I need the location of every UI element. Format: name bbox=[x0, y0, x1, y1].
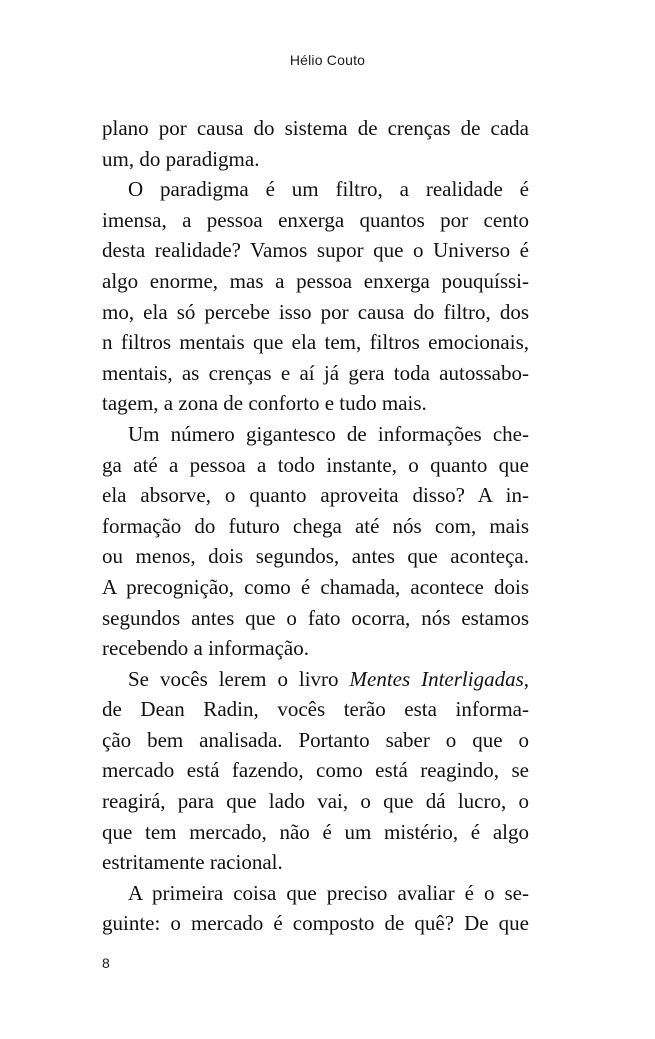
page-number: 8 bbox=[102, 955, 110, 971]
text-line: ga até a pessoa a todo instante, o quanto que bbox=[102, 452, 529, 477]
running-header bbox=[0, 52, 655, 68]
text-line: ela absorve, o quanto aproveita disso? A in- bbox=[102, 483, 529, 508]
text-line: algo enorme, mas a pessoa enxerga pouquíssi- bbox=[102, 268, 529, 293]
text-line: n filtros mentais que ela tem, filtros emocionais, bbox=[102, 330, 529, 355]
text-line: formação do futuro chega até nós com, mais bbox=[102, 513, 529, 538]
text-line: plano por causa do sistema de crenças de cada bbox=[102, 116, 529, 140]
paragraph-4 bbox=[102, 664, 529, 878]
text-line: de Dean Radin, vocês terão esta informa- bbox=[102, 697, 529, 722]
text-line: A precognição, como é chamada, acontece dois bbox=[102, 574, 529, 599]
text-line: ção bem analisada. Portanto saber o que o bbox=[102, 727, 529, 752]
text-segment: Se vocês lerem o livro bbox=[128, 666, 339, 691]
text-line: A primeira coisa que preciso avaliar é o se- bbox=[128, 880, 529, 905]
book-title: Mentes Interligadas bbox=[349, 666, 524, 691]
text-line: ou menos, dois segundos, antes que aconteça. bbox=[102, 544, 529, 569]
text-line: recebendo a informação. bbox=[102, 636, 309, 661]
text-line: tagem, a zona de conforto e tudo mais. bbox=[102, 391, 427, 416]
paragraph-3 bbox=[102, 419, 529, 664]
text-line: imensa, a pessoa enxerga quantos por cento bbox=[102, 207, 529, 232]
text-line: mo, ela só percebe isso por causa do filtro, dos bbox=[102, 299, 529, 324]
text-line: mentais, as crenças e aí já gera toda autossabo- bbox=[102, 360, 529, 385]
text-line: guinte: o mercado é composto de quê? De que bbox=[102, 911, 529, 936]
text-line: Um número gigantesco de informações che- bbox=[128, 421, 529, 446]
text-line: que tem mercado, não é um mistério, é algo bbox=[102, 819, 529, 844]
text-line: segundos antes que o fato ocorra, nós estamos bbox=[102, 605, 529, 630]
paragraph-5 bbox=[102, 878, 529, 939]
paragraph-2 bbox=[102, 174, 529, 419]
text-line bbox=[102, 664, 529, 695]
text-line: um, do paradigma. bbox=[102, 146, 260, 171]
paragraph-1 bbox=[102, 113, 529, 174]
text-segment: , bbox=[523, 666, 529, 691]
body-text bbox=[102, 113, 529, 939]
text-line: desta realidade? Vamos supor que o Universo é bbox=[102, 238, 529, 263]
text-line: O paradigma é um filtro, a realidade é bbox=[128, 177, 529, 202]
text-line: mercado está fazendo, como está reagindo, se bbox=[102, 758, 529, 783]
text-line: estritamente racional. bbox=[102, 850, 283, 875]
text-line: reagirá, para que lado vai, o que dá lucro, o bbox=[102, 789, 529, 814]
author-name: Hélio Couto bbox=[289, 52, 366, 68]
